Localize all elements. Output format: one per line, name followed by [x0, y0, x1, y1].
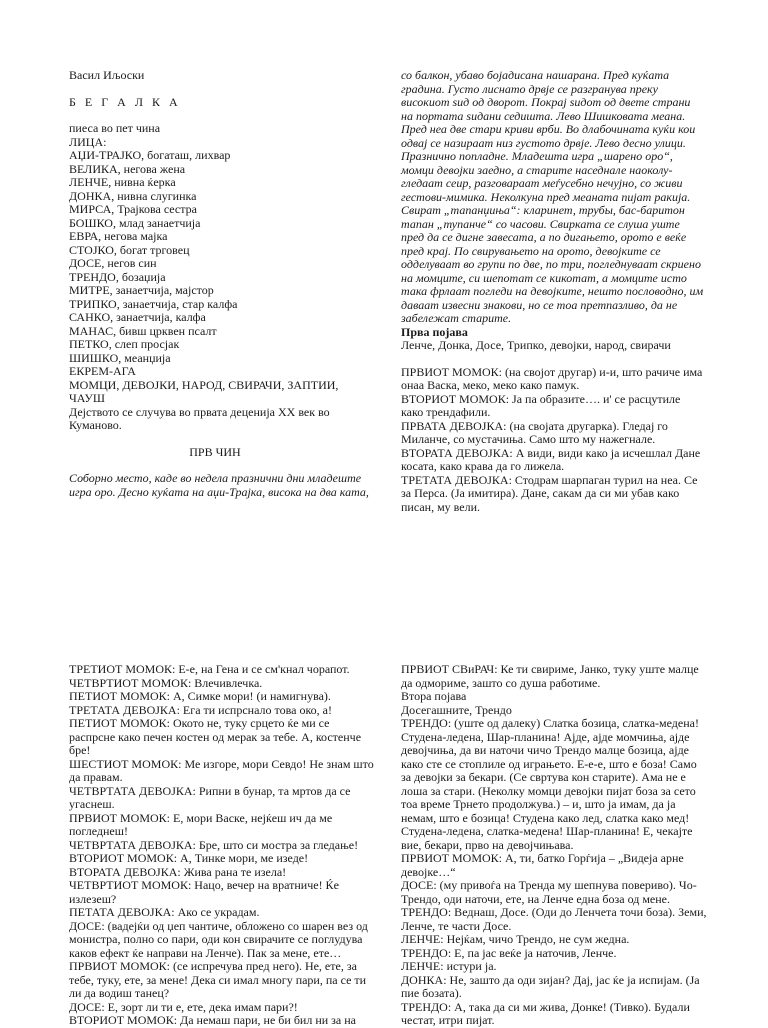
setting-line: Куманово.: [69, 418, 122, 432]
dialogue-line: да одмориме, зашто со душа работиме.: [401, 675, 601, 690]
stage-direction-line: даваат извесни знакови, но се тоа претпазливо, да не: [401, 297, 678, 312]
dialogue-line: Трендо, оди наточи, ете, на Ленче една боза од мене.: [401, 891, 671, 906]
stage-direction-line: момци девојки заедно, а старите наседнале наоколу-: [401, 162, 673, 177]
dialogue-line: лоша за стари. (Неколку момци девојки пијат боза за сето: [401, 783, 696, 798]
stage-direction-line: Пред неа две стари криви врби. Во длабочината куќи кои: [401, 122, 696, 136]
top-left-column: [69, 68, 369, 499]
dialogue-line: ПРВИОТ МОМОК: А, ти, батко Горѓија – „Видеја арне: [401, 851, 684, 865]
dialogue-line: ВТОРИОТ МОМОК: Ја па образите…. и' се расцутиле: [401, 391, 681, 406]
stage-direction-line: Соборно место, каде во недела празнични дни младеште: [69, 471, 362, 485]
cast-entry: ВЕЛИКА, негова жена: [69, 161, 186, 176]
dialogue-line: ПРВИОТ МОМОК: (се испречува пред него). Не, ете, за: [69, 959, 357, 973]
dialogue-line: девојчиња, да ви наточи чичо Трендо малце бозица, ајде: [401, 743, 690, 757]
stage-direction-line: Празнично попладне. Младешта игра „шарено оро“,: [401, 149, 673, 163]
scene-1-title: Прва појава: [401, 324, 468, 339]
cast-entry: ЧАУШ: [69, 391, 106, 405]
dialogue-line: ДОСЕ: (му привоѓа на Тренда му шепнува повериво). Чо-: [401, 878, 697, 892]
stage-direction-line: така фрлаат погледи на девојките, нешто пословодно, им: [401, 284, 704, 298]
stage-direction-line: на момците, си шепотат се кикотат, а момците исто: [401, 270, 687, 285]
dialogue-line: распрсне како печен костен од мерак за тебе. А, костенче: [69, 729, 362, 744]
dialogue-line: за девојки за бекари. (Се свртува кон старите). Ама не е: [401, 770, 686, 784]
cast-entry: ЕКРЕМ-АГА: [69, 364, 136, 378]
scene-1-cast: Ленче, Донка, Досе, Трипко, девојки, народ, свирачи: [401, 338, 671, 352]
setting-line: Дејството се случува во првата деценија XX век во: [69, 404, 330, 419]
dialogue-line: писан, му вели.: [401, 499, 480, 514]
setting-note: [69, 406, 361, 433]
dialogue-line: тебе, туку, ете, за мене! Дека си имал многу пари, па се ти: [69, 972, 367, 987]
cast-entry: МАНАС, бивш црквен псалт: [69, 323, 217, 338]
stage-direction-line: на портата ѕидани седишта. Лево Шишковата меана.: [401, 108, 686, 123]
stage-direction-line: одделуваат во групи по две, по три, погледнуваат скриено: [401, 257, 701, 271]
play-title: Б Е Г А Л К А: [69, 94, 181, 109]
dialogue-line: Студена-ледена, Шар-планина! Ајде, ајде момчиња, ајде: [401, 729, 690, 744]
stage-direction-line: одвај се назираат низ густото дрвје. Лево десно улици.: [401, 135, 686, 150]
author-name: Васил Иљоски: [69, 68, 145, 82]
dialogue-line: ТРЕНДО: Веднаш, Досе. (Оди до Ленчета точи боза). Земи,: [401, 905, 707, 919]
dialogue-line: ли да водиш танец?: [69, 986, 170, 1000]
dialogue-line: ПРВИОТ СВиРАЧ: Ке ти свириме, Јанко, туку уште малце: [401, 662, 699, 676]
dialogue-line: ЧЕТВРТАТА ДЕВОЈКА: Бре, што си мостра за гледање!: [69, 837, 359, 852]
dialogue-line: Ленче, те части Досе.: [401, 918, 512, 933]
play-subtitle: пиеса во пет чина: [69, 121, 161, 135]
dialogue-line: пие бозата).: [401, 986, 462, 1000]
cast-entry: ТРЕНДО, бозаџија: [69, 269, 166, 284]
cast-entry: МИТРЕ, занаетчија, мајстор: [69, 283, 214, 297]
dialogue-line: да правам.: [69, 770, 123, 784]
dialogue-line: ТРЕНДО: А, така да си ми жива, Донке! (Тивко). Будали: [401, 999, 690, 1014]
dialogue-line: ВТОРАТА ДЕВОЈКА: Жива рана те изела!: [69, 864, 287, 879]
stage-direction-line: забележат старите.: [401, 311, 512, 325]
dialogue-line: ДОСЕ: Е, зорт ли ти е, ете, дека имам пари?!: [69, 999, 298, 1014]
dialogue-line: ТРЕТАТА ДЕВОЈКА: Ега ти испрснало това око, а!: [69, 702, 332, 717]
cast-heading: ЛИЦА:: [69, 134, 107, 149]
dialogue-line: за Перса. (Ја имитира). Дане, сакам да си ми убав како: [401, 486, 680, 500]
dialogue-line: онаа Васка, меко, меко како памук.: [401, 378, 580, 392]
dialogue-line: ТРЕНДО: (уште од далеку) Слатка бозица, слатка-медена!: [401, 716, 699, 730]
dialogue-line: Досегашните, Трендо: [401, 702, 512, 717]
dialogue-line: Втора појава: [401, 689, 467, 703]
dialogue-line: бре!: [69, 743, 91, 757]
dialogue-line: ПРВИОТ МОМОК: Е, мори Васке, нејќеш ич да ме: [69, 810, 333, 825]
dialogue-line: ТРЕНДО: Е, па јас веќе ја наточив, Ленче.: [401, 945, 617, 960]
dialogue-line: ВТОРИОТ МОМОК: А, Тинке мори, ме изеде!: [69, 851, 309, 865]
dialogue-line: ШЕСТИОТ МОМОК: Ме изгоре, мори Севдо! Не знам што: [69, 756, 374, 771]
dialogue-line: како сте се стоплиле од играњето. Е-е-е, што е боза! Само: [401, 756, 697, 771]
stage-direction-line: градина. Густо лиснато дрвје се разгранува преку: [401, 81, 658, 96]
cast-entry: ЕВРА, негова мајка: [69, 229, 168, 243]
stage-direction-line: пред крај. По свирувањето на орото, девојките се: [401, 243, 661, 258]
cast-entry: САНКО, занаетчија, калфа: [69, 310, 206, 324]
dialogue-line: честат, итри пијат.: [401, 1013, 495, 1027]
dialogue-line: монистра, полно со пари, оди кон свирачите се поглудува: [69, 932, 363, 946]
dialogue-line: ТРЕТАТА ДЕВОЈКА: Стодрам шарпаган турил на неа. Се: [401, 472, 698, 487]
dialogue-line: каков ефект ќе направи на Ленче). Пак за мене, ете…: [69, 945, 342, 960]
dialogue-line: ЧЕТВРТАТА ДЕВОЈКА: Рипни в бунар, та мртов да се: [69, 783, 351, 798]
cast-entry: ТРИПКО, занаетчија, стар калфа: [69, 296, 238, 311]
cast-list: [69, 149, 361, 406]
cast-entry: ДОНКА, нивна слугинка: [69, 188, 197, 203]
cast-entry: БОШКО, млад занаетчија: [69, 215, 201, 230]
stage-direction-left: [69, 471, 369, 499]
dialogue-block: [401, 662, 707, 1028]
dialogue-line: ДОСЕ: (вадејќи од џеп чантиче, обложено со шарен вез од: [69, 918, 368, 933]
dialogue-line: вие, бекари, прво на девојчињава.: [401, 837, 574, 852]
stage-direction-line: тапан „тупанче“ со часови. Свирката се слуша уште: [401, 216, 680, 231]
dialogue-line: девојке…“: [401, 864, 456, 879]
cast-entry: МОМЦИ, ДЕВОЈКИ, НАРОД, СВИРАЧИ, ЗАПТИИ,: [69, 377, 339, 392]
dialogue-line: ПЕТИОТ МОМОК: А, Симке мори! (и намигнува).: [69, 689, 331, 703]
dialogue-line: ДОНКА: Не, зашто да оди зијан? Дај, јас ќе ја испијам. (Ја: [401, 972, 700, 987]
cast-entry: ПЕТКО, слеп просјак: [69, 337, 180, 351]
cast-entry: ДОСЕ, негов син: [69, 256, 157, 270]
dialogue-line: немам, што е бозица! Студена како лед, слатка како мед!: [401, 810, 690, 825]
stage-direction-line: Свират „тапанџиња“: кларинет, трубы, бас-баритон: [401, 203, 685, 217]
cast-entry: АЏИ-ТРАЈКО, богаташ, лихвар: [69, 148, 231, 162]
top-right-column: [401, 68, 704, 514]
dialogue-line: како трендафили.: [401, 405, 491, 419]
dialogue-line: Миланче, со мустачиња. Само што му нажегнале.: [401, 432, 656, 446]
cast-entry: СТОЈКО, богат трговец: [69, 242, 190, 257]
dialogue-line: ЧЕТВРТИОТ МОМОК: Нацо, вечер на вратниче! Ќе: [69, 878, 339, 892]
dialogue-line: тоа време Трнето продолжува.) – и, што ја имам, да ја: [401, 797, 676, 811]
act-title: ПРВ ЧИН: [189, 444, 241, 459]
stage-direction-line: гестови-мимика. Неколкуна пред меаната пијат ракија.: [401, 189, 691, 204]
dialogue-line: ЛЕНЧЕ: Нејќам, чичо Трендо, не сум жедна.: [401, 932, 630, 946]
stage-direction-line: игра оро. Десно куќата на аџи-Трајка, висока на два ката,: [69, 484, 369, 499]
dialogue-line: ПРВИОТ МОМОК: (на својот другар) и-и, што рачиче има: [401, 364, 703, 379]
dialogue-block: [401, 364, 703, 515]
dialogue-line: ПЕТАТА ДЕВОЈКА: Ако се украдам.: [69, 905, 260, 919]
dialogue-line: ВТОРАТА ДЕВОЈКА: А види, види како ја исчешлал Дане: [401, 445, 701, 460]
dialogue-line: ЧЕТВРТИОТ МОМОК: Влечивлечка.: [69, 675, 263, 690]
dialogue-line: излезеш?: [69, 891, 117, 906]
cast-entry: ЛЕНЧЕ, нивна ќерка: [69, 175, 176, 189]
stage-direction-line: со балкон, убаво бојадисана нашарана. Пред куќата: [401, 68, 670, 82]
dialogue-line: ПЕТИОТ МОМОК: Окото не, туку срцето ќе ми се: [69, 716, 330, 730]
cast-entry: ШИШКО, меанџија: [69, 350, 171, 365]
dialogue-block: [69, 662, 374, 1028]
dialogue-line: ВТОРИОТ МОМОК: Да немаш пари, не би бил ни за на: [69, 1013, 356, 1027]
dialogue-line: ТРЕТИОТ МОМОК: Е-е, на Гена и се см'кнал чорапот.: [69, 662, 350, 676]
stage-direction-right: [401, 68, 704, 326]
dialogue-line: ПРВАТА ДЕВОЈКА: (на својата другарка). Гледај го: [401, 418, 668, 433]
bottom-right-column: [401, 662, 707, 1028]
bottom-left-column: [69, 662, 374, 1028]
stage-direction-line: пред да се дигне завесата, а по дигањето, орото е веќе: [401, 230, 687, 244]
stage-direction-line: гледаат сеир, разговараат меѓусебно нечујно, со живи: [401, 176, 683, 190]
dialogue-line: ЛЕНЧЕ: истури ја.: [401, 959, 497, 973]
dialogue-line: погледнеш!: [69, 824, 128, 838]
stage-direction-line: високиот ѕид од дворот. Покрај ѕидот од двете страни: [401, 95, 691, 109]
dialogue-line: угаснеш.: [69, 797, 115, 811]
dialogue-line: Студена-ледена, слатка-медена! Шар-планина! Е, чекајте: [401, 824, 693, 838]
dialogue-line: косата, како крава да го лижела.: [401, 459, 565, 473]
cast-entry: МИРСА, Трајкова сестра: [69, 202, 197, 216]
